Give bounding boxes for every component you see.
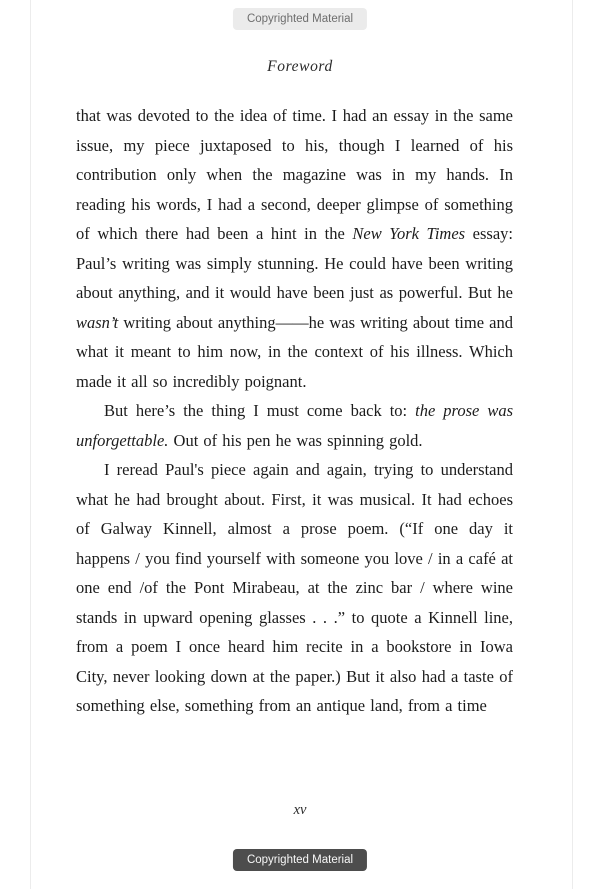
text-segment: that was devoted to the idea of time. I had an essay in the same issue, my piece juxtaposed to his, though I learned of his contribution only when the magazine was in my hands. In reading his words, I had a second, deeper glimpse of something of which there had been a hint in the [76,106,513,243]
italic-segment: wasn’t [76,312,119,332]
italic-segment: the prose was unforgettable. [76,401,513,450]
text-segment: I reread Paul's piece again and again, trying to understand what he had brought about. First, it was musical. It had echoes of Galway Kinnell, almost a prose poem. (“If one day it happens / you find yourself with someone you love / in a café at one end /of the Pont Mirabeau, at the zinc bar / where wine stands in upward opening glasses . . .” to quote a Kinnell line, from a poem I once heard him recite in a bookstore in Iowa City, never looking down at the paper.) But it also had a taste of something else, something from an antique land, from a time [76,460,513,715]
copyright-banner-bottom [233,849,367,871]
page-edge-right [572,0,573,889]
text-segment: But here’s the thing I must come back to: [104,401,416,420]
text-segment: Out of his pen he was spinning gold. [168,430,423,450]
section-title: Foreword [267,58,333,75]
text-segment: essay: Paul’s writing was simply stunning. He could have been writing about anything, and it would have been just as powerful. But he [76,224,513,302]
body-text [76,101,513,721]
copyright-banner-top [233,8,367,30]
paragraph [76,455,513,721]
text-segment: writing about anything——he was writing about time and what it meant to him now, in the context of his illness. Which made it all so incredibly poignant. [76,312,513,391]
italic-segment: New York Times [352,224,466,243]
copyright-banner-bottom-label: Copyrighted Material [246,854,354,866]
copyright-banner-top-label: Copyrighted Material [246,13,354,25]
page-number: xv [293,802,307,818]
page-edge-left [30,0,31,889]
paragraph [76,396,513,455]
paragraph [76,101,513,396]
